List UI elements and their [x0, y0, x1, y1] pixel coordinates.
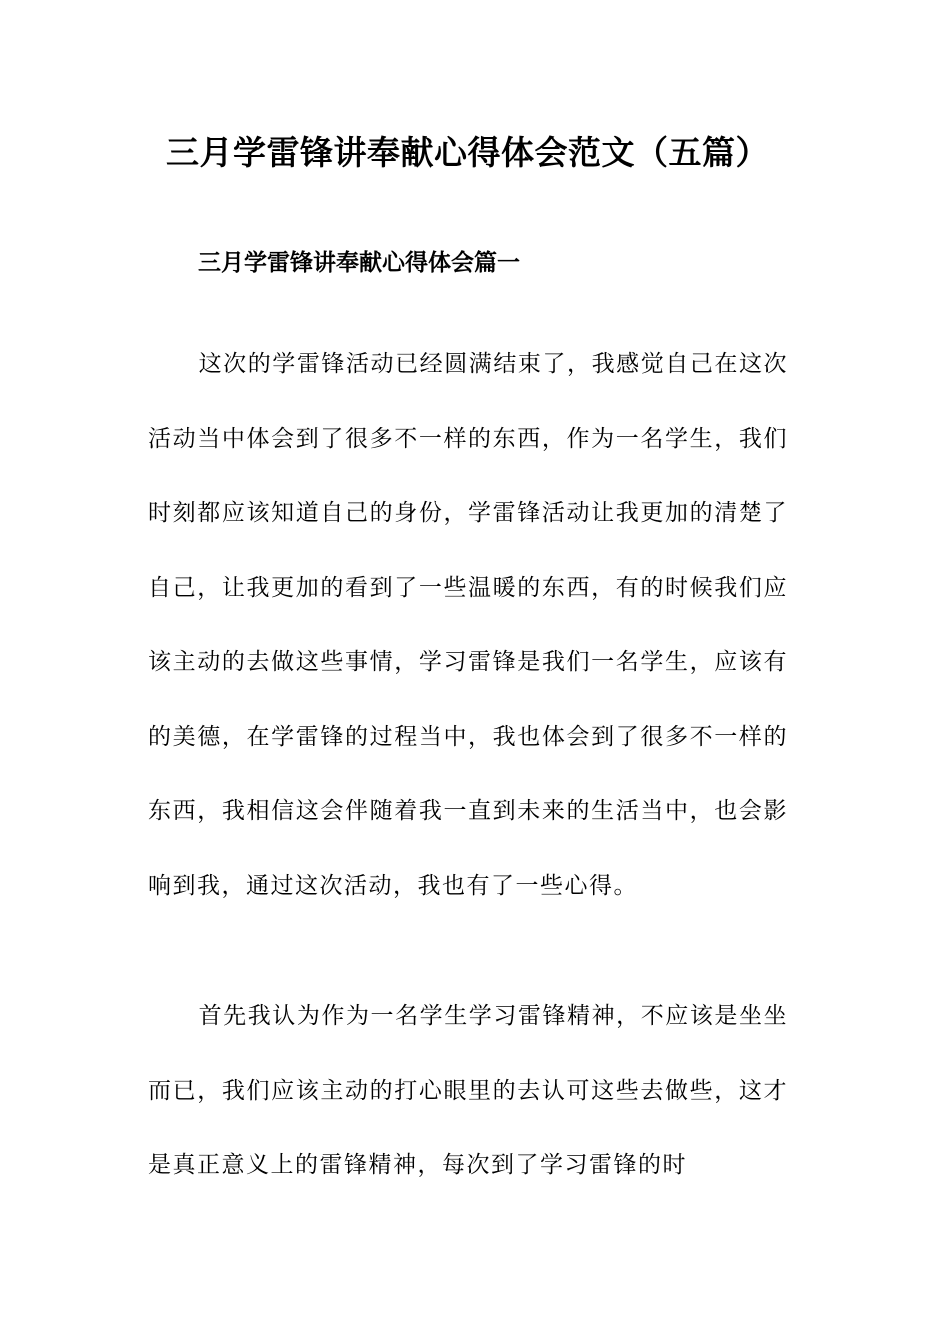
body-paragraph-1: 这次的学雷锋活动已经圆满结束了，我感觉自己在这次活动当中体会到了很多不一样的东西，作为一名学生，我们时刻都应该知道自己的身份，学雷锋活动让我更加的清楚了自己，让我更加的看到了一些温暖的东西，有的时候我们应该主动的去做这些事情，学习雷锋是我们一名学生，应该有的美德，在学雷锋的过程当中，我也体会到了很多不一样的东西，我相信这会伴随着我一直到未来的生活当中，也会影响到我，通过这次活动，我也有了一些心得。: [148, 351, 788, 899]
body-paragraph-2: 首先我认为作为一名学生学习雷锋精神，不应该是坐坐而已，我们应该主动的打心眼里的去认可这些去做些，这才是真正意义上的雷锋精神，每次到了学习雷锋的时: [148, 1003, 788, 1178]
document-title: 三月学雷锋讲奉献心得体会范文（五篇）: [166, 133, 769, 172]
section-heading: 三月学雷锋讲奉献心得体会篇一: [198, 250, 520, 276]
